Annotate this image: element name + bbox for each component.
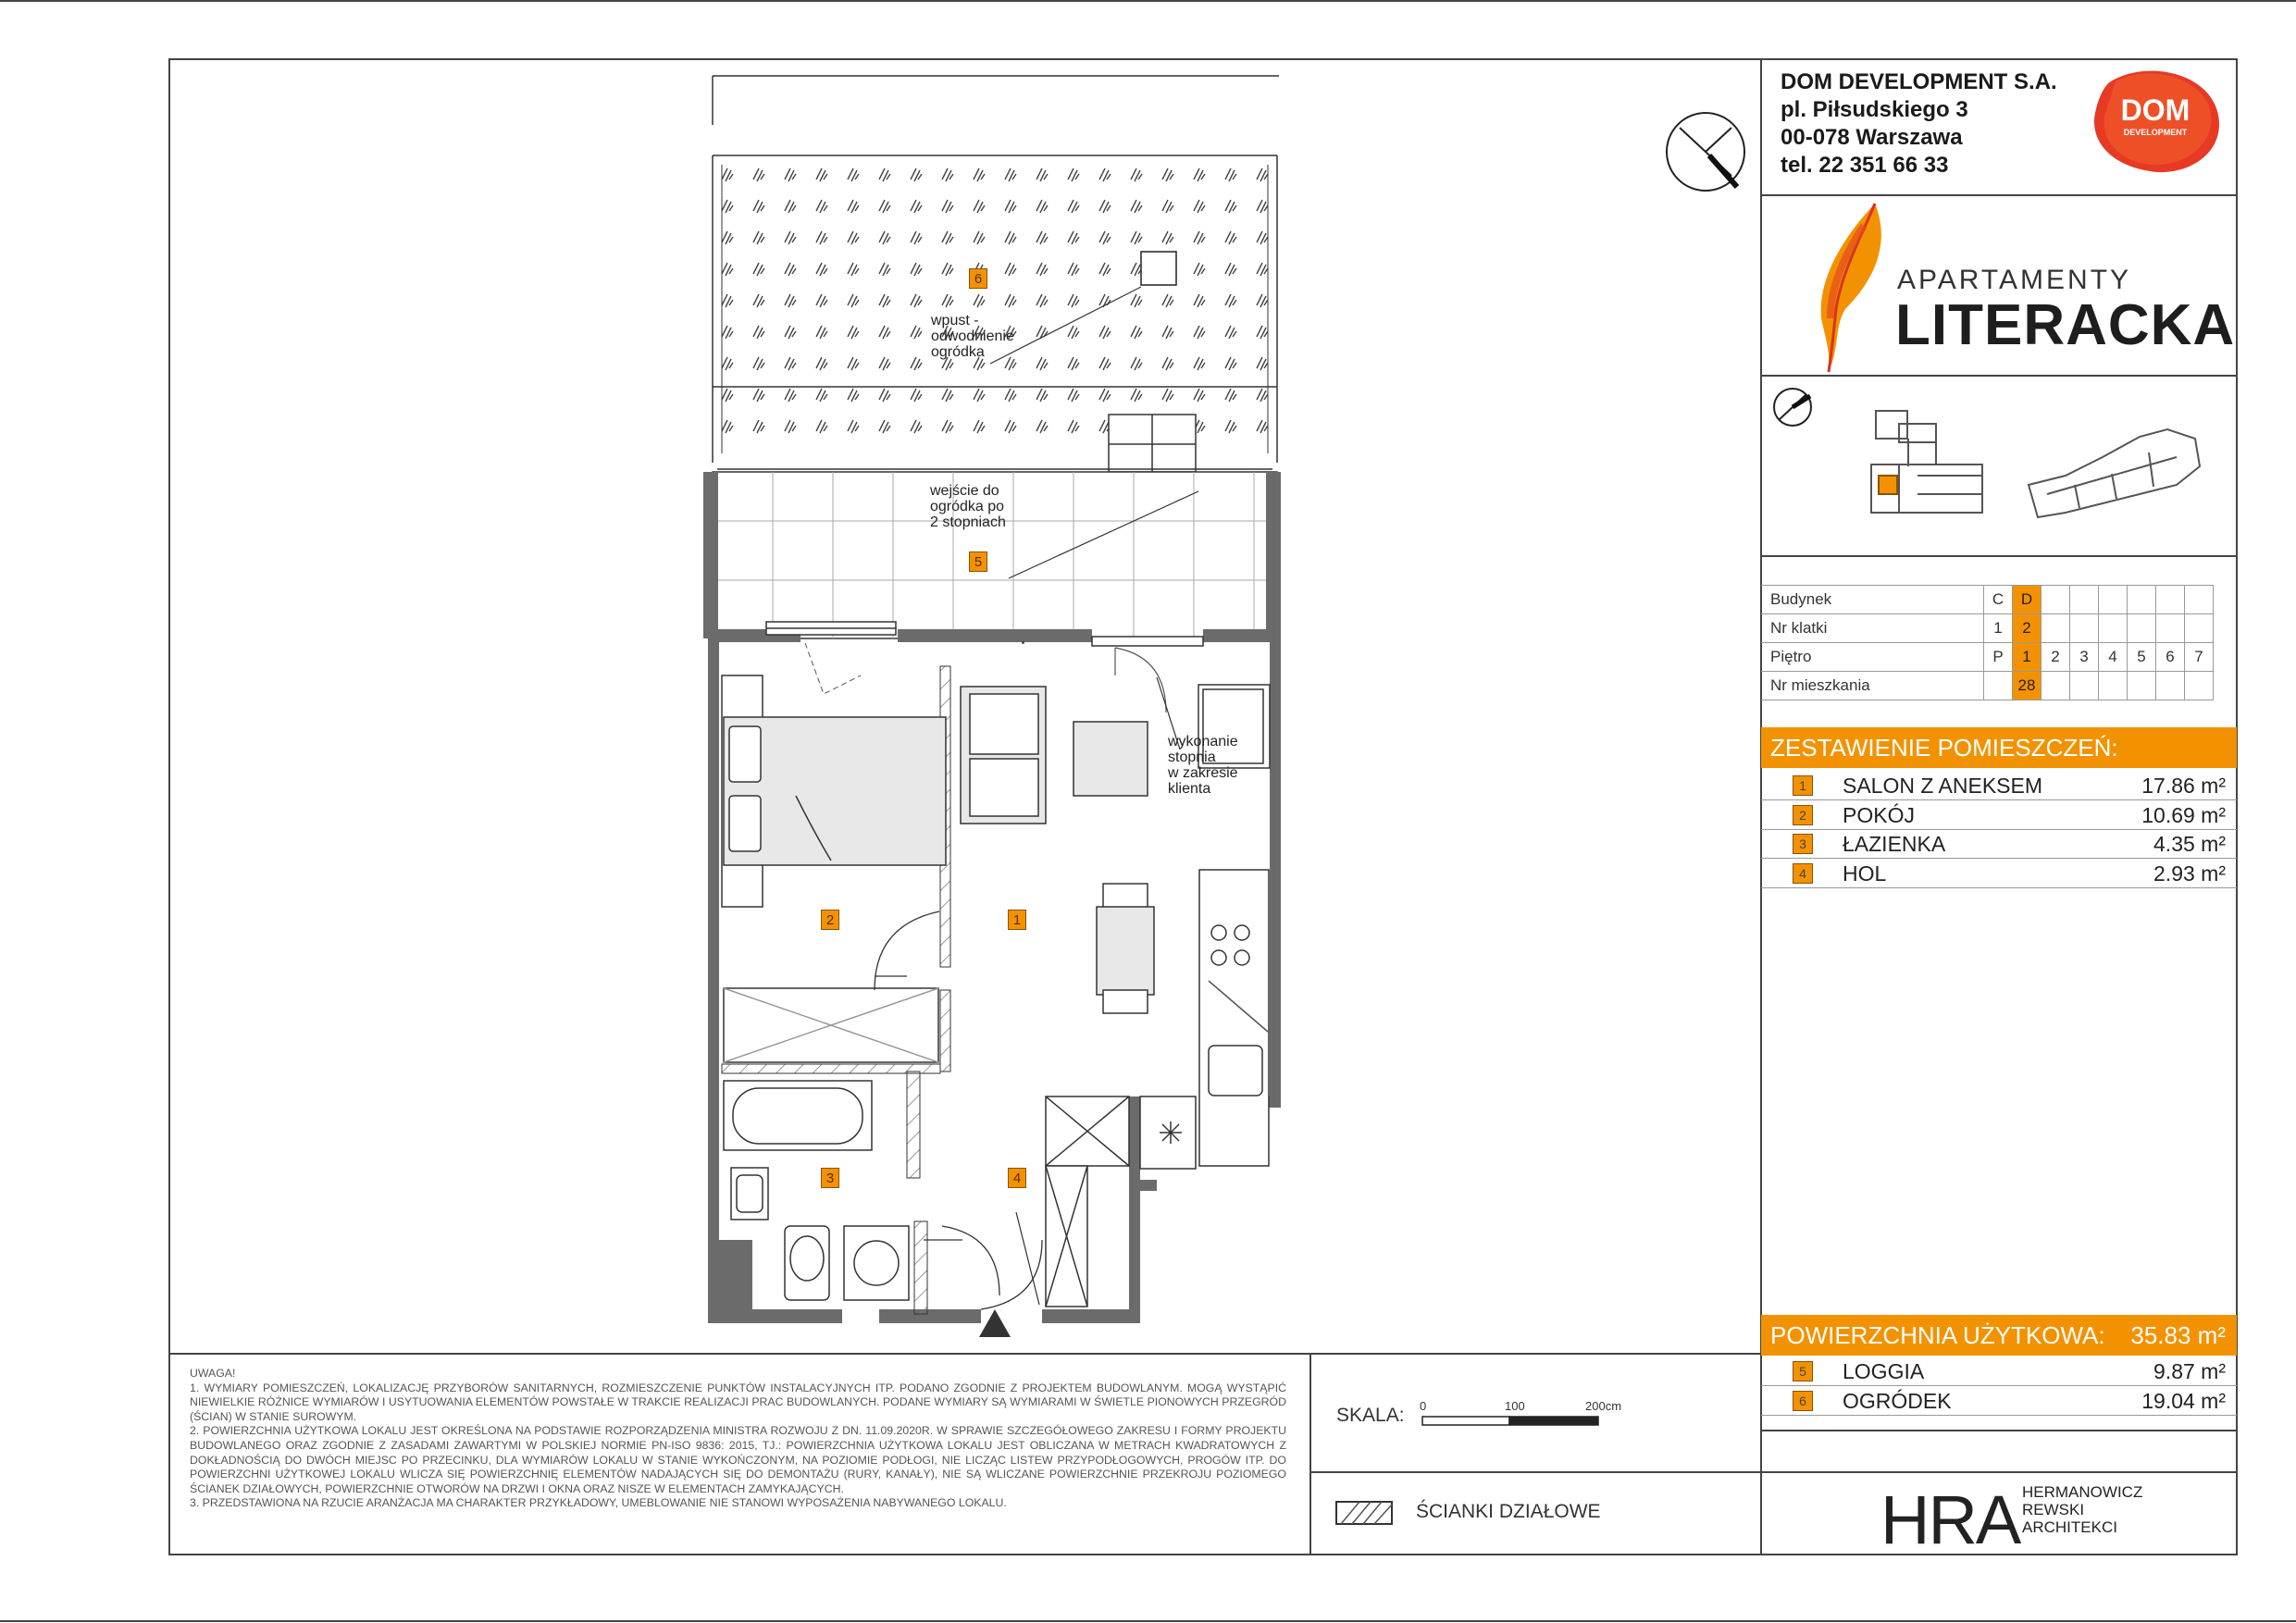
apartment-spec-table bbox=[1761, 585, 2214, 700]
rule-extras bbox=[1760, 1430, 2238, 1431]
room-tag-2: 2 bbox=[821, 910, 839, 930]
keyplan-building-right bbox=[2029, 429, 2200, 517]
room-name: HOL bbox=[1843, 861, 1887, 886]
company-city: 00-078 Warszawa bbox=[1781, 125, 1963, 150]
spec-cell bbox=[2128, 614, 2156, 643]
spec-cell bbox=[2099, 586, 2128, 614]
page-bottom-rule bbox=[0, 1620, 2296, 1622]
room-number-tag: 3 bbox=[1793, 834, 1813, 854]
partition-wall-legend-icon bbox=[1335, 1501, 1393, 1525]
drain-label bbox=[931, 313, 1014, 360]
scale-bar bbox=[1421, 1416, 1625, 1429]
room-row bbox=[1761, 772, 2237, 800]
spec-cell: 6 bbox=[2156, 643, 2185, 672]
spec-cell bbox=[2128, 672, 2156, 700]
dom-logo-sub: DEVELOPMENT bbox=[2123, 128, 2188, 137]
note-item: 2. POWIERZCHNIA UŻYTKOWA LOKALU JEST OKREŚLONA NA PODSTAWIE ROZPORZĄDZENIA MINISTRA ROZWOJU Z DN. 11.09.2020R. W SPRAWIE SZCZEGÓŁOWEGO ZAKRESU I FORMY PROJEKTU BUDOWLANEGO ORAZ ZGODNIE Z ZASADAMI ZAWARTYMI W POLSKIEJ NORMIE PN-ISO 9836: 2015, TJ.: POWIERZCHNIA UŻYTKOWA LOKALU JEST OBLICZANA W METRACH KWADRATOWYCH Z DOKŁADNOŚCIĄ DO DWÓCH MIEJSC PO PRZECINKU, DLA WYMIARÓW LOKALU W STANIE WYKOŃCZONYM, NA POZIOMIE PODŁOGI, NIE LICZĄC LISTEW PRZYPODŁOGOWYCH, PROGÓW ITP. DO POWIERZCHNI UŻYTKOWEJ LOKALU WLICZA SIĘ POWIERZCHNIĘ ELEMENTÓW NADAJĄCYCH SIĘ DO DEMONTAŻU (RURY, KANAŁY), NIE SĄ WLICZANE POWIERZCHNIE PRZEKROJU POZIOMEGO ŚCIANEK DZIAŁOWYCH, POWIERZCHNIE OTWORÓW NA DRZWI I OKNA ORAZ NISZE W ELEMENTACH ZAMYKAJĄCYCH. bbox=[190, 1424, 1286, 1495]
room-tag-6: 6 bbox=[969, 268, 987, 289]
legend-label: ŚCIANKI DZIAŁOWE bbox=[1416, 1501, 1601, 1522]
room-row bbox=[1761, 830, 2237, 859]
company-info bbox=[1781, 68, 2057, 180]
rule-notes-divider bbox=[1309, 1353, 1311, 1555]
spec-cell: 3 bbox=[2070, 643, 2099, 672]
steps-label-line2: ogródka po bbox=[930, 499, 1005, 514]
room-area: 10.69 m² bbox=[2141, 802, 2226, 827]
step-note-line1: wykonanie bbox=[1168, 734, 1238, 750]
project-brand bbox=[1808, 194, 2236, 370]
brand-line2: LITERACKA bbox=[1895, 293, 2236, 357]
spec-row-label: Budynek bbox=[1761, 586, 1984, 614]
spec-cell bbox=[2070, 614, 2099, 643]
entrance-arrow-icon bbox=[979, 1309, 1011, 1337]
drain-label-line1: wpust - bbox=[931, 313, 979, 328]
step-note-line2: stopnia bbox=[1168, 750, 1216, 765]
rule-architect bbox=[1760, 1471, 2238, 1473]
room-row bbox=[1761, 860, 2237, 888]
spec-row bbox=[1761, 643, 2214, 672]
spec-cell: 1 bbox=[1984, 614, 2013, 643]
steps-label-line3: 2 stopniach bbox=[930, 514, 1006, 530]
dom-development-logo bbox=[2090, 65, 2221, 174]
room-name: POKÓJ bbox=[1843, 802, 1915, 827]
note-item: 1. WYMIARY POMIESZCZEŃ, LOKALIZACJĘ PRZYBORÓW SANITARNYCH, ROZMIESZCZENIE PUNKTÓW INSTALACYJNYCH ITP. PODANO ZGODNIE Z PROJEKTEM BUDOWLANYM. MOGĄ WYSTĄPIĆ NIEWIELKIE RÓŻNICE WYMIARÓW I USYTUOWANIA ELEMENTÓW POWSTAŁE W TRAKCIE REALIZACJI PRAC BUDOWLANYCH. PODANE WYMIARY SĄ WYMIARAMI W ŚWIETLE PIONOWYCH PRZEGRÓD (ŚCIAN) W STANIE SUROWYM. bbox=[190, 1381, 1286, 1423]
drain-label-line2: odwodnienie bbox=[931, 328, 1014, 344]
spec-cell: 7 bbox=[2185, 643, 2214, 672]
room-number-tag: 6 bbox=[1793, 1391, 1813, 1411]
spec-row bbox=[1761, 672, 2214, 700]
room-number-tag: 1 bbox=[1793, 775, 1813, 796]
room-area: 4.35 m² bbox=[2153, 832, 2226, 856]
room-tag-3: 3 bbox=[821, 1168, 839, 1188]
spec-cell bbox=[2156, 614, 2185, 643]
spec-cell bbox=[2185, 586, 2214, 614]
architect-line2: REWSKI bbox=[2022, 1501, 2085, 1518]
spec-cell bbox=[1984, 672, 2013, 700]
architect-logo: HRA bbox=[1880, 1481, 2020, 1558]
spec-row-label: Nr mieszkania bbox=[1761, 672, 1984, 700]
room-row bbox=[1761, 1387, 2237, 1416]
dom-logo-text: DOM bbox=[2120, 93, 2191, 127]
notes-block bbox=[190, 1367, 1286, 1511]
spec-row-label: Nr klatki bbox=[1761, 614, 1984, 643]
spec-cell bbox=[2042, 672, 2070, 700]
rule-scale bbox=[1309, 1471, 1762, 1473]
spec-cell bbox=[2070, 672, 2099, 700]
room-name: SALON Z ANEKSEM bbox=[1843, 774, 2043, 798]
living-furniture bbox=[961, 687, 1154, 1013]
room-tag-4: 4 bbox=[1008, 1168, 1026, 1188]
floor-plan bbox=[685, 65, 1296, 1351]
keyplan-north-icon bbox=[1774, 389, 1811, 426]
spec-cell bbox=[2128, 586, 2156, 614]
rule-keyplan bbox=[1760, 555, 2238, 557]
architect-line3: ARCHITEKCI bbox=[2022, 1518, 2117, 1536]
spec-cell bbox=[2042, 586, 2070, 614]
architect-name bbox=[2022, 1483, 2142, 1536]
brand-line1: APARTAMENTY bbox=[1897, 265, 2132, 295]
garden bbox=[713, 76, 1279, 463]
usable-area-label: POWIERZCHNIA UŻYTKOWA: bbox=[1770, 1321, 2105, 1349]
note-item: 3. PRZEDSTAWIONA NA RZUCIE ARANŻACJA MA CHARAKTER PRZYKŁADOWY, UMEBLOWANIE NIE STANOWI WYPOSAŻENIA NABYWANEGO LOKALU. bbox=[190, 1496, 1007, 1510]
spec-cell bbox=[2185, 614, 2214, 643]
room-area: 9.87 m² bbox=[2153, 1359, 2226, 1383]
room-area: 2.93 m² bbox=[2153, 861, 2226, 886]
spec-cell: 2 bbox=[2042, 643, 2070, 672]
spec-cell bbox=[2099, 672, 2128, 700]
spec-cell bbox=[2185, 672, 2214, 700]
room-number-tag: 2 bbox=[1793, 805, 1813, 825]
company-phone: tel. 22 351 66 33 bbox=[1781, 153, 1949, 178]
spec-row bbox=[1761, 614, 2214, 643]
spec-cell: P bbox=[1984, 643, 2013, 672]
scale-tick-0: 0 bbox=[1420, 1399, 1427, 1413]
spec-row bbox=[1761, 586, 2214, 614]
step-note-line4: klienta bbox=[1168, 781, 1211, 797]
steps-label bbox=[930, 483, 1006, 530]
room-area: 19.04 m² bbox=[2141, 1388, 2226, 1413]
spec-row-label: Piętro bbox=[1761, 643, 1984, 672]
drain-label-line3: ogródka bbox=[931, 344, 985, 360]
company-street: pl. Piłsudskiego 3 bbox=[1781, 97, 1968, 122]
spec-cell: D bbox=[2013, 586, 2042, 614]
company-name: DOM DEVELOPMENT S.A. bbox=[1781, 69, 2057, 94]
scale-tick-100: 100 bbox=[1505, 1399, 1525, 1413]
spec-cell bbox=[2156, 672, 2185, 700]
feather-icon bbox=[1808, 198, 1901, 374]
page-top-rule bbox=[0, 0, 2296, 2]
drain-icon bbox=[1141, 252, 1176, 285]
spec-cell: 4 bbox=[2099, 643, 2128, 672]
scale-label: SKALA: bbox=[1336, 1405, 1405, 1426]
rooms-header: ZESTAWIENIE POMIESZCZEŃ: bbox=[1761, 727, 2237, 768]
room-row bbox=[1761, 1357, 2237, 1386]
room-number-tag: 4 bbox=[1793, 863, 1813, 884]
architect-line1: HERMANOWICZ bbox=[2022, 1483, 2143, 1501]
room-tag-5: 5 bbox=[969, 551, 987, 572]
room-name: LOGGIA bbox=[1843, 1359, 1925, 1383]
room-tag-1: 1 bbox=[1008, 910, 1026, 930]
bedroom-furniture bbox=[722, 675, 946, 1062]
spec-cell bbox=[2070, 586, 2099, 614]
spec-cell: 28 bbox=[2013, 672, 2042, 700]
rule-notes bbox=[168, 1353, 1762, 1355]
spec-cell bbox=[2099, 614, 2128, 643]
spec-cell bbox=[2156, 586, 2185, 614]
room-number-tag: 5 bbox=[1793, 1361, 1813, 1381]
keyplan-building-left bbox=[1871, 411, 1982, 513]
room-name: OGRÓDEK bbox=[1843, 1388, 1952, 1413]
spec-cell: 1 bbox=[2013, 643, 2042, 672]
north-arrow-icon bbox=[1663, 109, 1750, 196]
hall-wardrobe bbox=[1046, 1096, 1196, 1307]
usable-area-bar bbox=[1761, 1315, 2237, 1356]
key-plan bbox=[1769, 383, 2232, 550]
step-note bbox=[1168, 734, 1238, 797]
spec-cell: 2 bbox=[2013, 614, 2042, 643]
rule-brand bbox=[1760, 375, 2238, 377]
room-row bbox=[1761, 801, 2237, 830]
spec-cell bbox=[2042, 614, 2070, 643]
steps-label-line1: wejście do bbox=[930, 483, 999, 499]
step-note-line3: w zakresie bbox=[1168, 765, 1238, 781]
room-area: 17.86 m² bbox=[2141, 774, 2226, 798]
notes-head: UWAGA! bbox=[190, 1367, 236, 1380]
scale-tick-200: 200cm bbox=[1585, 1399, 1622, 1413]
spec-cell: 5 bbox=[2128, 643, 2156, 672]
room-name: ŁAZIENKA bbox=[1843, 832, 1946, 856]
spec-cell: C bbox=[1984, 586, 2013, 614]
usable-area-value: 35.83 m² bbox=[2130, 1321, 2226, 1349]
meter-icon bbox=[1160, 1121, 1182, 1144]
